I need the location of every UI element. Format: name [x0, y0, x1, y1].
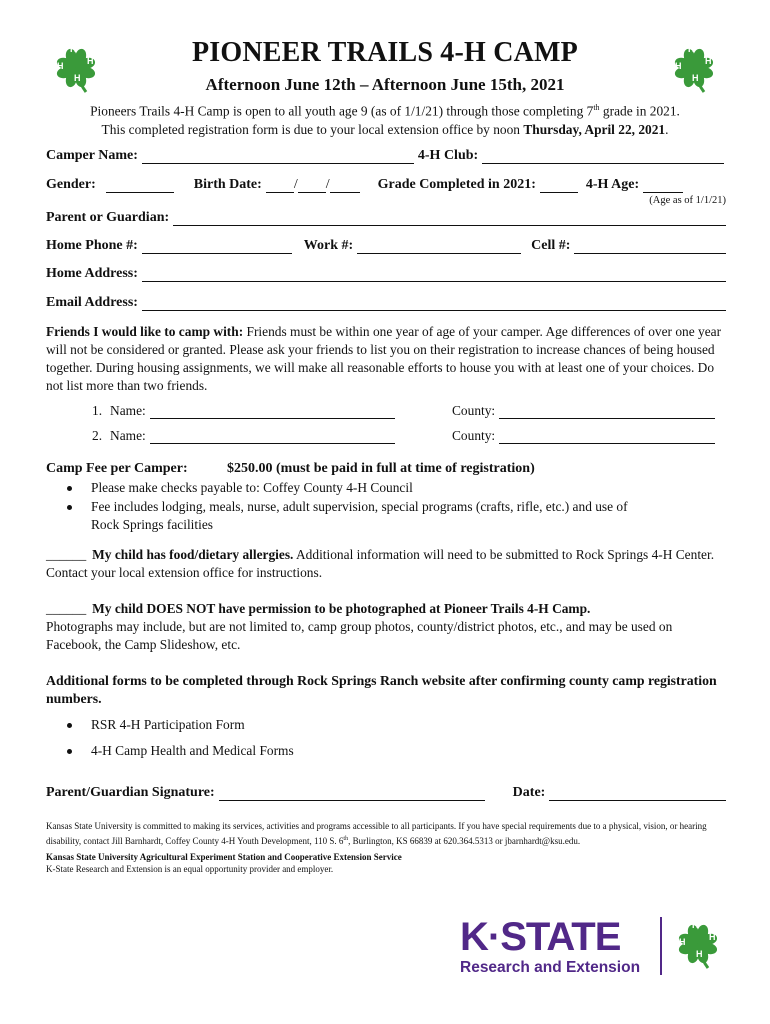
fee-bullet-checks: Please make checks payable to: Coffey County 4-H Council — [91, 480, 413, 495]
club-field[interactable] — [482, 151, 724, 164]
bullet-icon — [67, 486, 72, 491]
eeo-notice: K-State Research and Extension is an equal opportunity provider and employer. — [46, 864, 334, 874]
accessibility-notice: Kansas State University is committed to making its services, activities and programs accessible to all participants. If you have special requirements due to a physical, vision, or hearing disability, contact Jill Barnhardt, Coffey County 4-H Youth Development, 110 S. 6th, Burlington, KS 66839 at 620.364.5313 or jbarnhardt@ksu.edu. — [46, 821, 707, 846]
fee-label: Camp Fee per Camper: — [46, 461, 188, 476]
clover-letter: H — [87, 56, 94, 66]
cell-field[interactable] — [574, 241, 726, 254]
fee-bullet-includes: Fee includes lodging, meals, nurse, adult supervision, special programs (crafts, rifle, etc.) and use of — [91, 499, 628, 514]
cell-label: Cell #: — [531, 238, 571, 253]
clover-letter: H — [688, 44, 695, 54]
work-label: Work #: — [303, 238, 354, 253]
signature-row — [46, 785, 726, 801]
birth-year-field[interactable] — [330, 180, 360, 193]
form-item-health: 4-H Camp Health and Medical Forms — [91, 743, 294, 758]
intro-eligibility: Pioneers Trails 4-H Camp is open to all youth age 9 (as of 1/1/21) through those completing 7th grade in 2021. — [90, 103, 680, 119]
parent-row — [46, 210, 726, 226]
home-phone-label: Home Phone #: — [46, 238, 138, 253]
parent-field[interactable] — [173, 213, 726, 226]
friend-2-county-field[interactable] — [499, 431, 715, 444]
fee-amount: $250.00 (must be paid in full at time of registration) — [227, 461, 535, 476]
clover-letter: H — [679, 937, 686, 947]
page-title: PIONEER TRAILS 4-H CAMP — [191, 37, 578, 68]
clover-letter: H — [70, 44, 77, 54]
email-label: Email Address: — [46, 295, 138, 310]
club-label: 4-H Club: — [417, 148, 479, 163]
clover-letter: H — [57, 61, 64, 71]
work-field[interactable] — [357, 241, 521, 254]
clover-letter: H — [692, 73, 699, 83]
date-label: Date: — [512, 785, 546, 800]
camper-name-label: Camper Name: — [46, 148, 138, 163]
signature-field[interactable] — [219, 788, 485, 801]
signature-label: Parent/Guardian Signature: — [46, 785, 215, 800]
clover-letter: H — [675, 61, 682, 71]
allergy-paragraph: ______ My child has food/dietary allergies. Additional information will need to be submitted to Rock Springs 4-H Center. Contact your local extension office for instructions. — [46, 547, 715, 580]
intro-due-date: This completed registration form is due to your local extension office by noon Thursday, April 22, 2021. — [101, 122, 669, 137]
bullet-icon — [67, 723, 72, 728]
camper-name-field[interactable] — [142, 151, 414, 164]
gender-label: Gender: — [46, 177, 96, 192]
friend-2-name-row: 2. Name: — [92, 428, 395, 444]
home-address-row — [46, 266, 726, 282]
grade-label: Grade Completed in 2021: — [377, 177, 536, 192]
friends-paragraph: Friends I would like to camp with: Friends must be within one year of age of your camper. Age differences of over one year will not be considered or granted. Please ask your friends to list you on their registration to increase chances of being housed together. During housing assignments, we will make all reasonable efforts to house you with at least one of your choices. Do not list more than two friends. — [46, 324, 722, 393]
email-field[interactable] — [142, 298, 726, 311]
age-label: 4-H Age: — [585, 177, 640, 192]
camp-dates: Afternoon June 12th – Afternoon June 15th, 2021 — [205, 75, 565, 94]
email-row — [46, 295, 726, 311]
grade-field[interactable] — [540, 180, 578, 193]
parent-label: Parent or Guardian: — [46, 210, 170, 225]
kstate-logo-word: K·STATE — [460, 915, 621, 959]
kstate-logo-sub: Research and Extension — [460, 959, 641, 976]
friend-1-name-row: 1. Name: — [92, 403, 395, 419]
gender-row: Gender: Birth Date: / / Grade Completed in 2021: 4-H Age: — [46, 177, 726, 193]
station-notice: Kansas State University Agricultural Experiment Station and Cooperative Extension Service — [46, 852, 402, 862]
home-address-field[interactable] — [142, 269, 726, 282]
clover-letter: H — [692, 920, 699, 930]
clover-letter: H — [709, 932, 716, 942]
age-note: (Age as of 1/1/21) — [649, 195, 726, 206]
age-field[interactable] — [643, 180, 683, 193]
friend-2-county-row: County: — [452, 428, 715, 444]
camper-name-row — [46, 148, 726, 164]
gender-field[interactable] — [106, 180, 174, 193]
logo-divider — [660, 917, 662, 975]
fee-bullet-includes-cont: Rock Springs facilities — [91, 517, 213, 532]
photo-paragraph: ______ My child DOES NOT have permission to be photographed at Pioneer Trails 4-H Camp. Photographs may include, but are not limited to, camp group photos, county/district photos, etc., and may be used on Facebook, the Camp Slideshow, etc. — [46, 601, 673, 652]
home-phone-field[interactable] — [142, 241, 292, 254]
friend-1-name-field[interactable] — [150, 406, 395, 419]
allergy-checkbox-blank[interactable]: ______ — [46, 547, 87, 562]
form-item-participation: RSR 4-H Participation Form — [91, 717, 245, 732]
date-field[interactable] — [549, 788, 726, 801]
clover-letter: H — [74, 73, 81, 83]
kstate-logo — [460, 917, 640, 977]
birth-month-field[interactable] — [266, 180, 294, 193]
friend-1-county-field[interactable] — [499, 406, 715, 419]
phone-row — [46, 238, 726, 254]
friend-1-county-row: County: — [452, 403, 715, 419]
bullet-icon — [67, 749, 72, 754]
bullet-icon — [67, 505, 72, 510]
friend-2-name-field[interactable] — [150, 431, 395, 444]
clover-letter: H — [705, 56, 712, 66]
birth-date-label: Birth Date: — [193, 177, 262, 192]
4h-clover-footer-icon — [668, 914, 728, 974]
clover-letter: H — [696, 949, 703, 959]
photo-checkbox-blank[interactable]: ______ — [46, 601, 87, 616]
birth-day-field[interactable] — [298, 180, 326, 193]
additional-forms-heading: Additional forms to be completed through Rock Springs Ranch website after confirming county camp registration numbers. — [46, 673, 717, 706]
home-address-label: Home Address: — [46, 266, 138, 281]
